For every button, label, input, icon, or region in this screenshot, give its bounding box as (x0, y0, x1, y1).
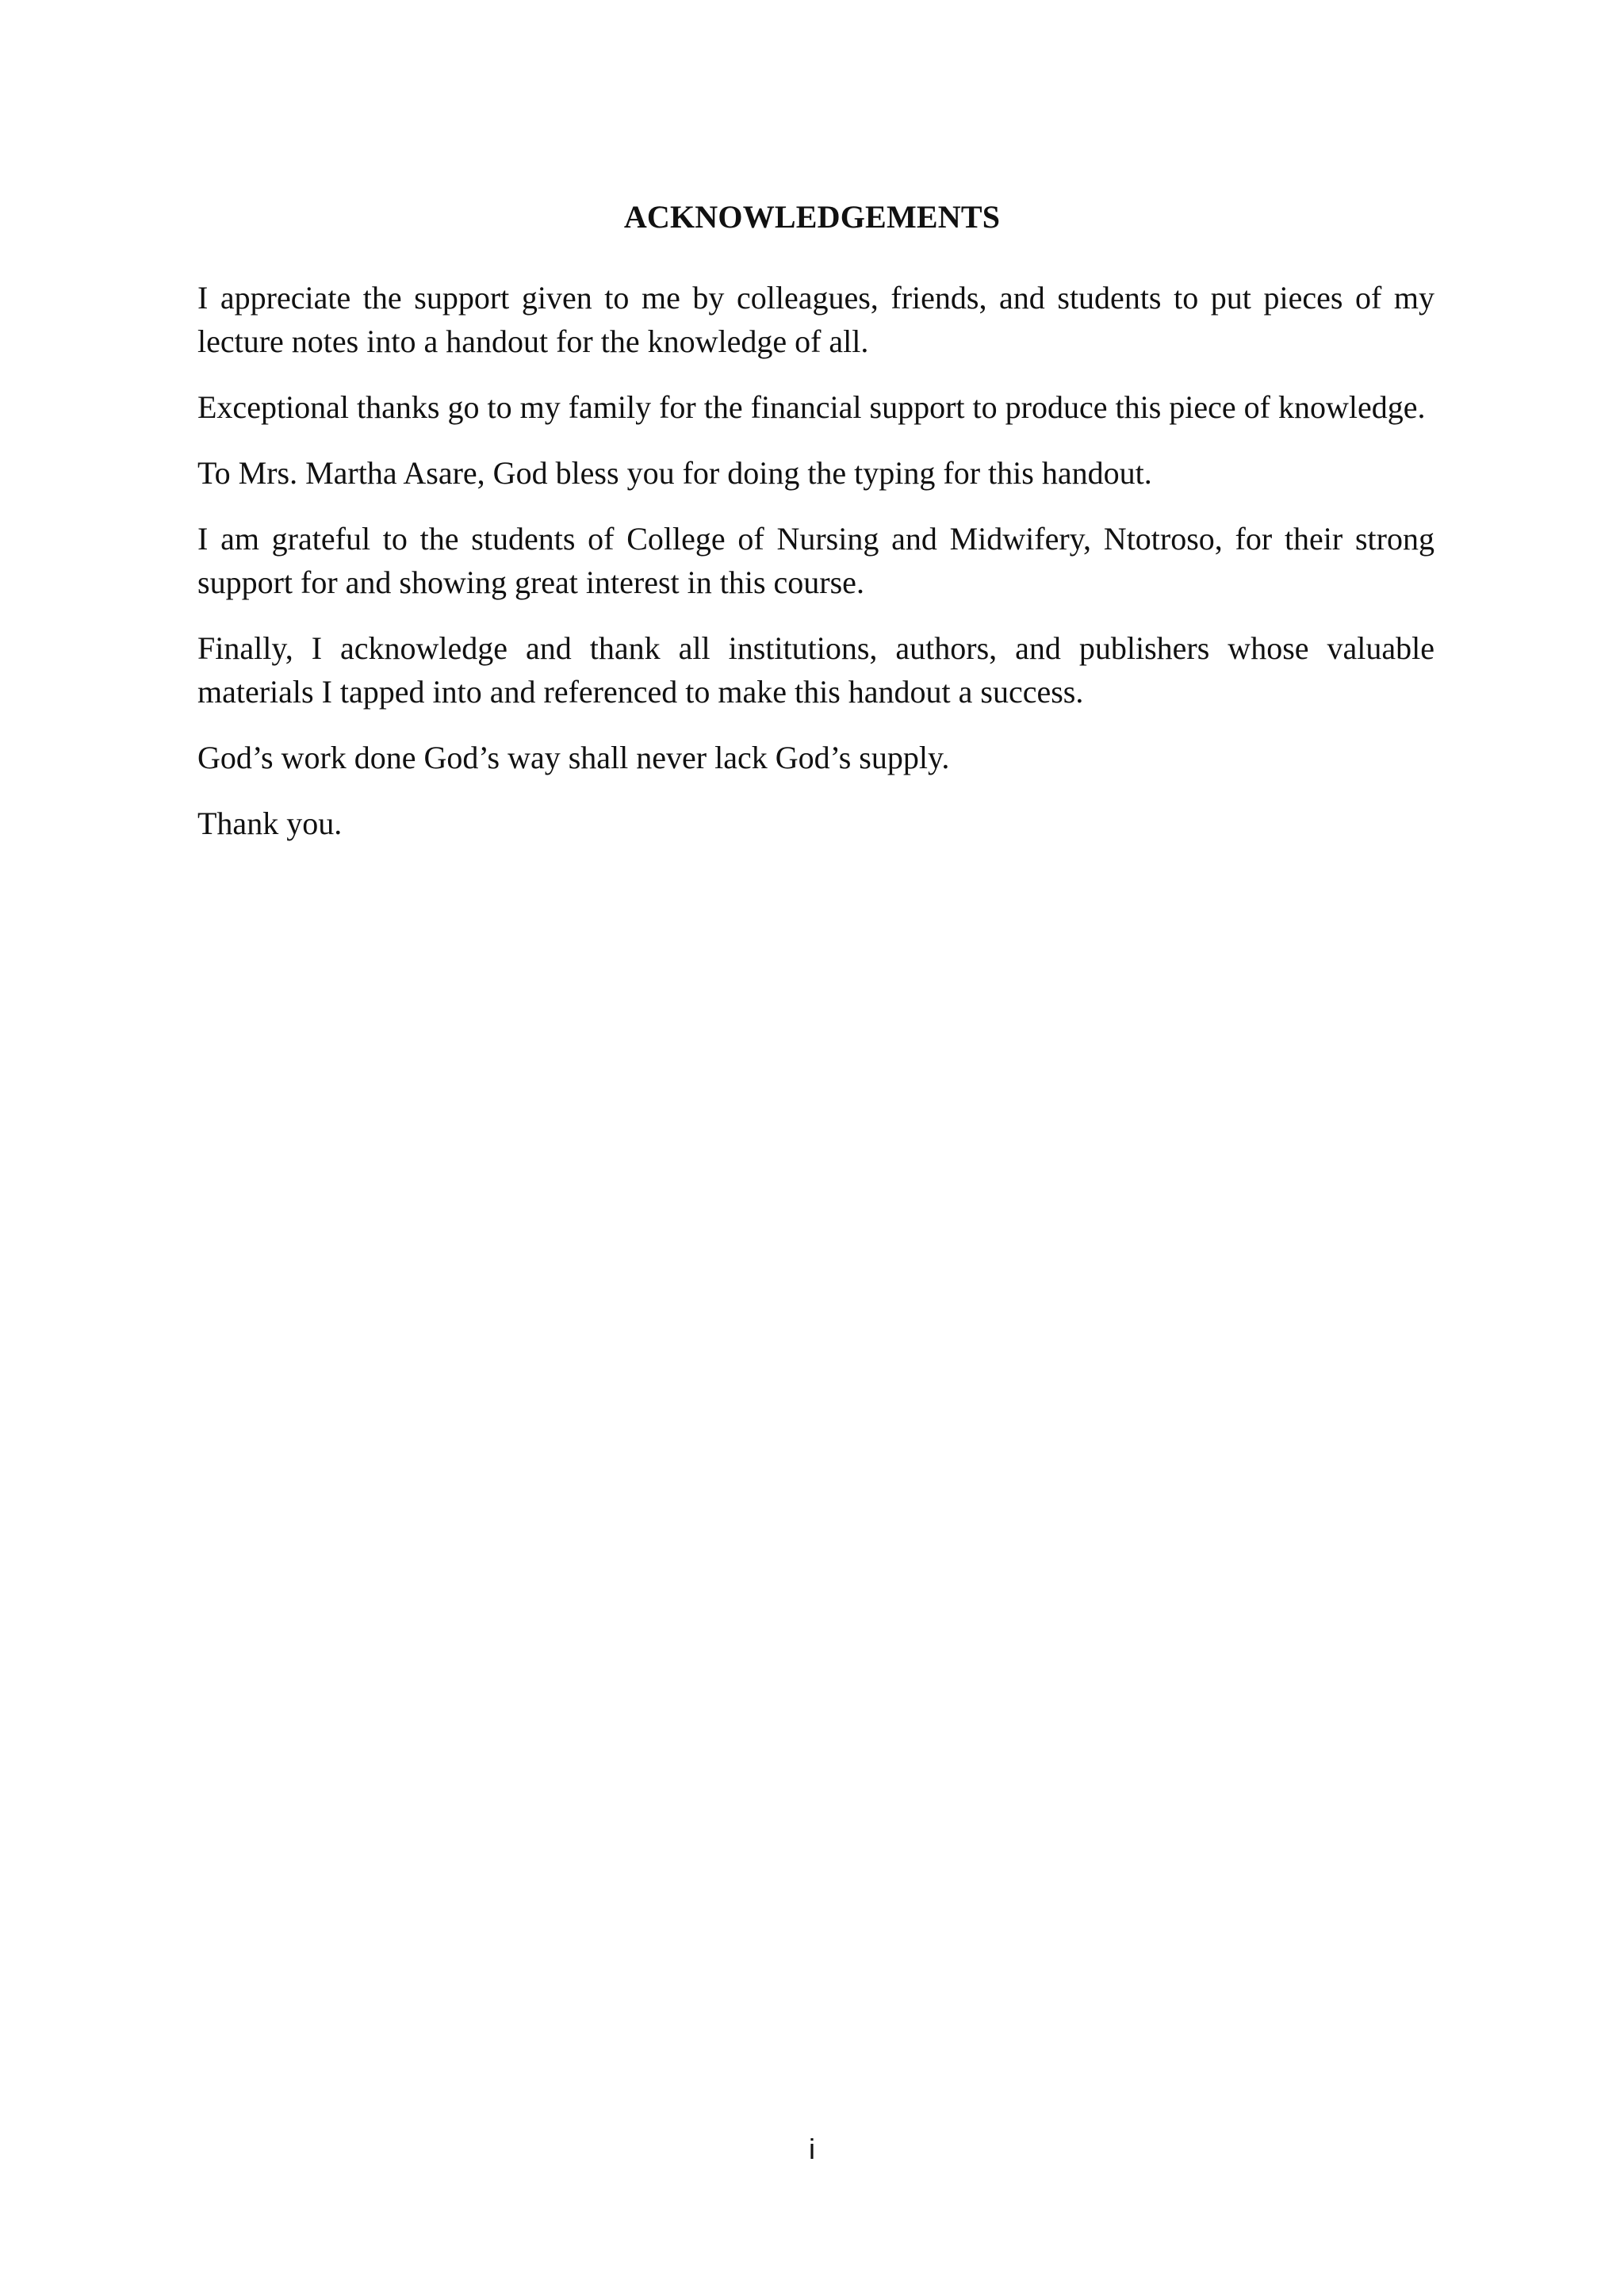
paragraph-students-thanks: I am grateful to the students of College of Nursing and Midwifery, Ntotroso, for their strong support for and showing great interest in this course. (197, 521, 1434, 600)
page-number: i (809, 2133, 815, 2165)
page-heading: ACKNOWLEDGEMENTS (623, 199, 1001, 235)
paragraph-publishers-thanks: Finally, I acknowledge and thank all institutions, authors, and publishers whose valuable materials I tapped into and referenced to make this handout a success. (197, 630, 1434, 710)
paragraph-colleagues-support: I appreciate the support given to me by colleagues, friends, and students to put pieces of my lecture notes into a handout for the knowledge of all. (197, 280, 1434, 359)
paragraph-thank-you: Thank you. (197, 806, 343, 841)
acknowledgements-body (197, 276, 1434, 867)
paragraph-typing-thanks: To Mrs. Martha Asare, God bless you for doing the typing for this handout. (197, 455, 1152, 491)
paragraph-closing-quote: God’s work done God’s way shall never lack God’s supply. (197, 740, 950, 775)
paragraph-family-thanks: Exceptional thanks go to my family for the financial support to produce this piece of knowledge. (197, 389, 1426, 425)
